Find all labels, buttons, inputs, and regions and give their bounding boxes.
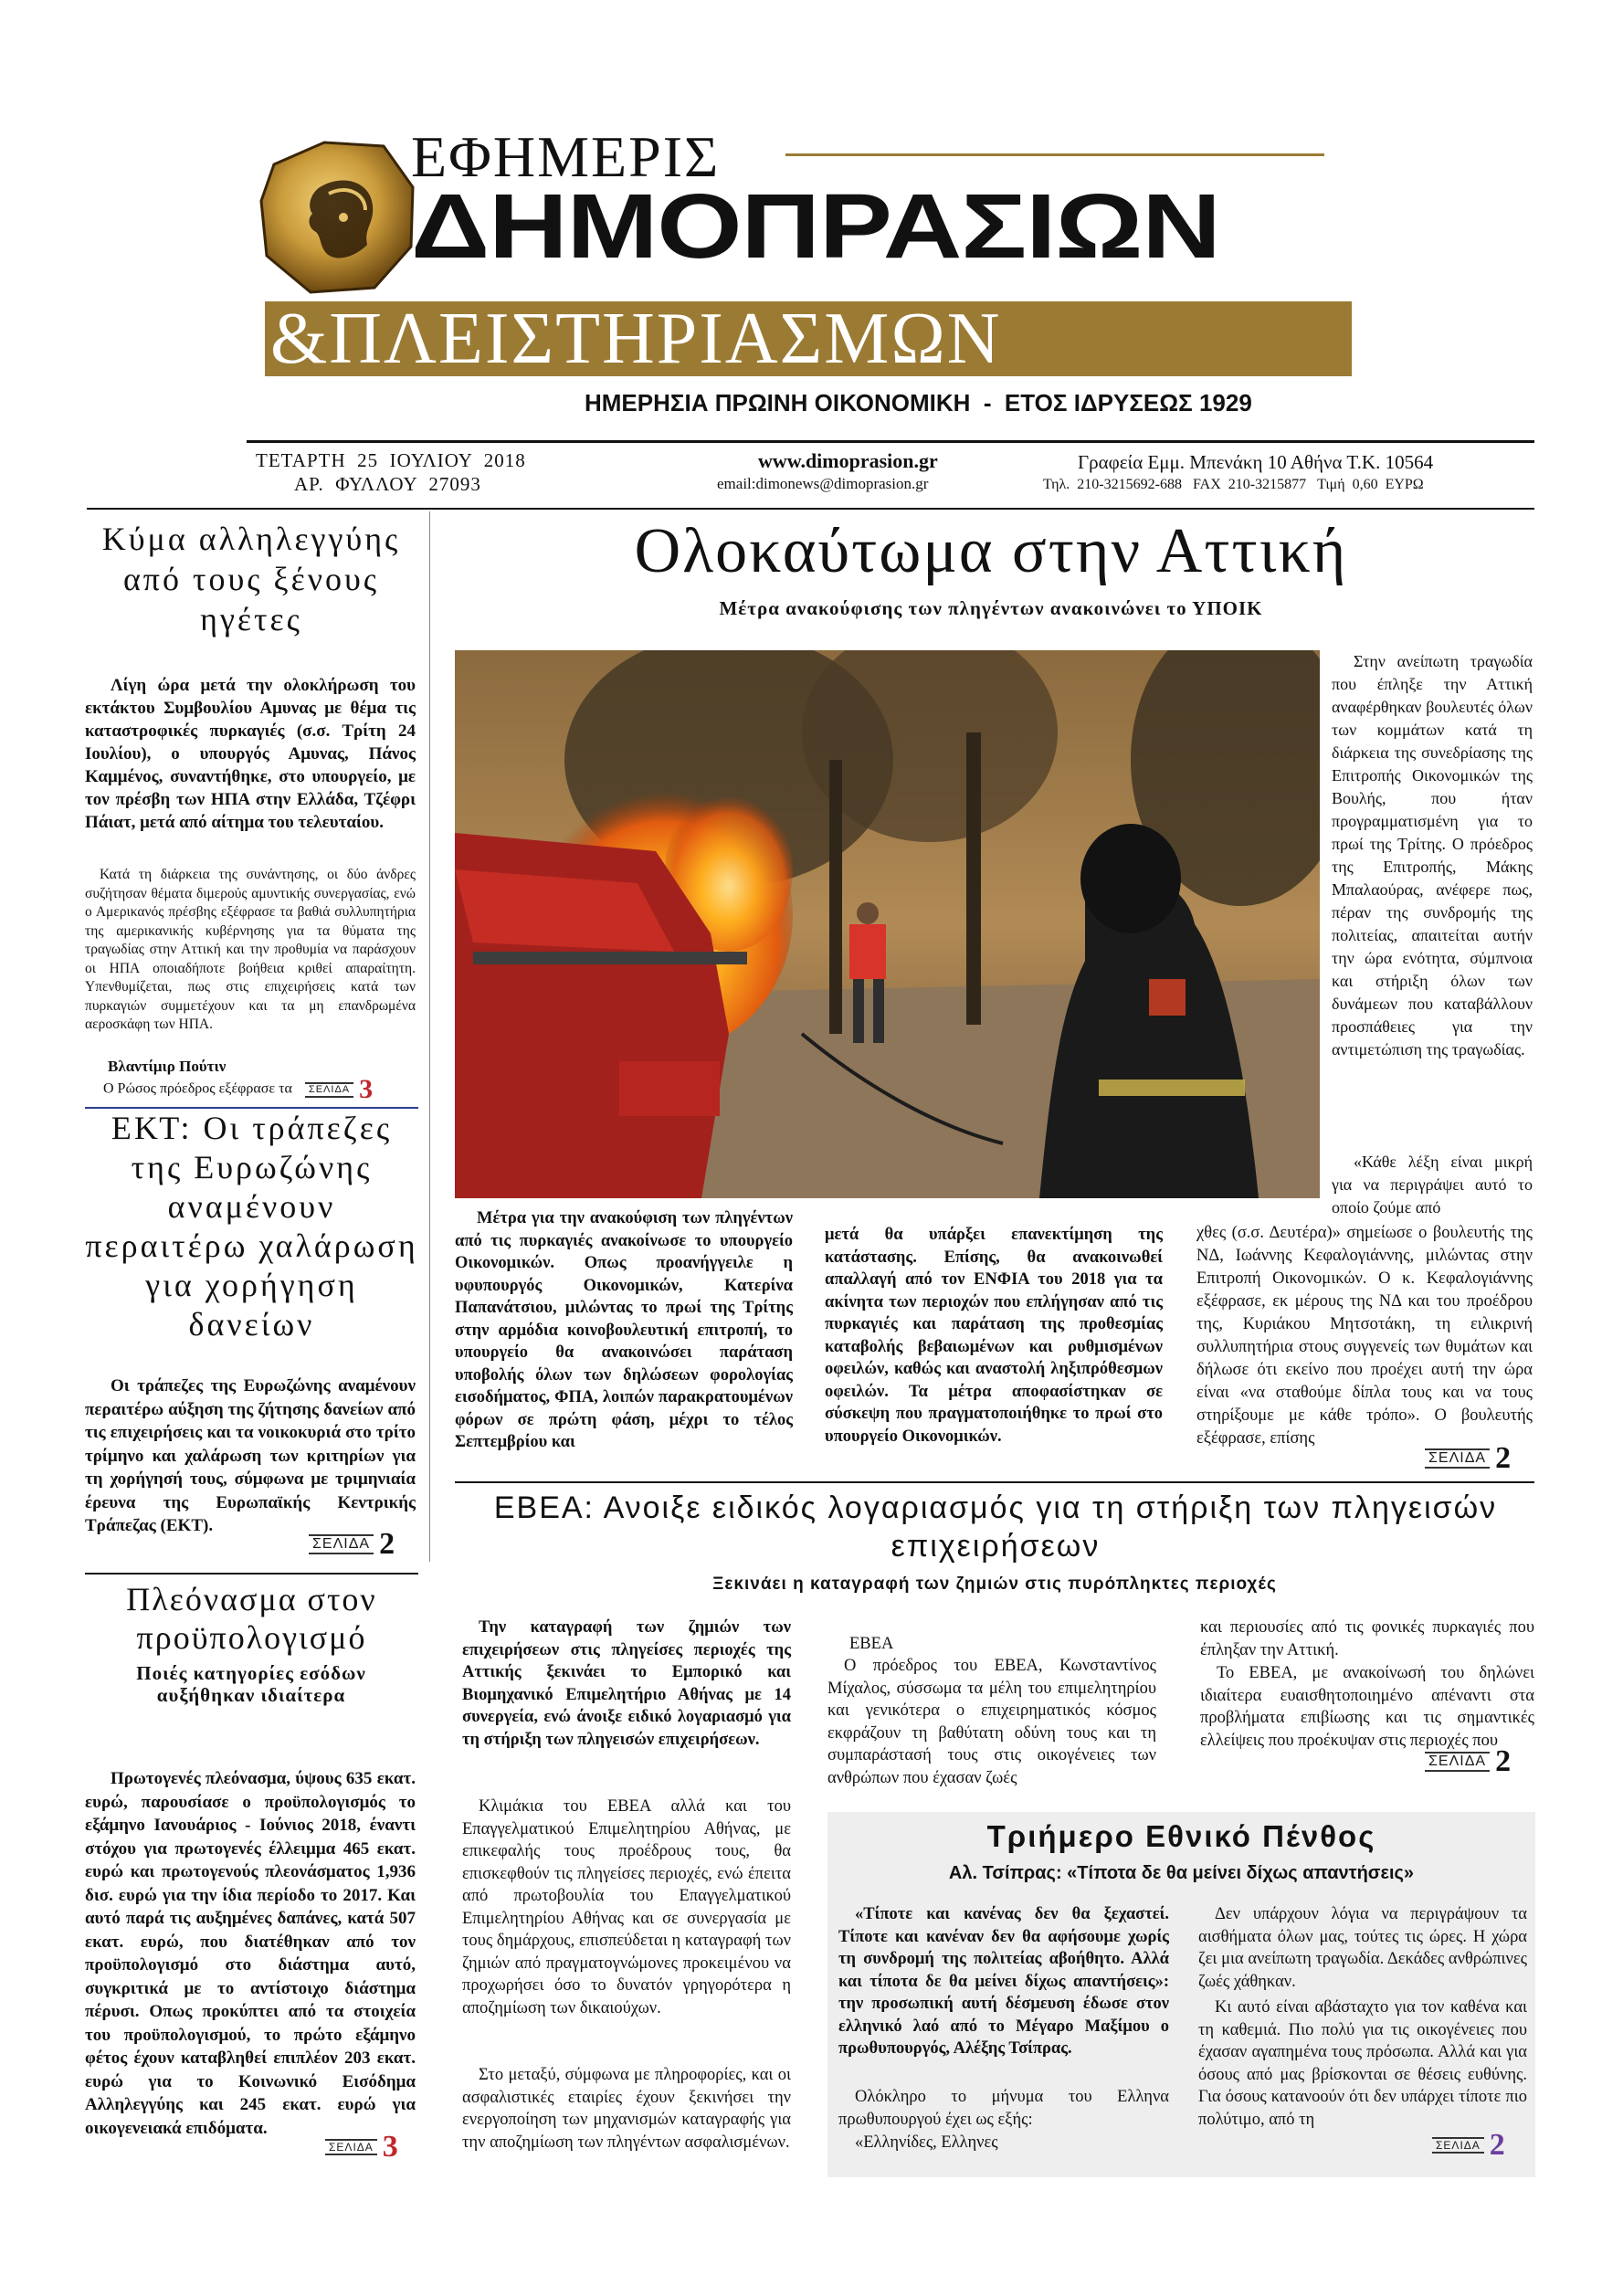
infobar-rule [87,508,1534,510]
email-link[interactable]: email:dimonews@dimoprasion.gr [717,475,929,492]
ekt-page-ref[interactable] [309,1527,395,1562]
mourning-page-number: 2 [1489,2128,1505,2162]
masthead-line2: ΔΗΜΟΠΡΑΣΙΩΝ [411,175,1220,278]
ebea-headline: ΕΒΕΑ: Ανοιξε ειδικός λογαριασμός για τη στήριξη των πληγεισών επιχειρήσεων [493,1490,1498,1564]
ebea-col1-p2: Κλιμάκια του ΕΒΕΑ αλλά και του Επαγγελματικού Επιμελητηρίου Αθήνας, με επικεφαλής τους προέδρους τους, θα επισκεφθούν τις πληγείσες περιοχές, ενώ έπειτα από πρωτοβουλία του Επαγγελματικού Επιμελητηρίου Αθήνας και σε συνεργασία με τους δημάρχους, επισπεύδεται η καταγραφή των ζημιών από πραγματογνώμονες προκειμένου να προχωρήσει όσο το δυνατόν γρηγορότερα η αποζημίωση των δικαιούχων. [462,1797,791,2017]
solidarity-page-ref[interactable] [305,1074,373,1105]
main-page-number: 2 [1495,1441,1512,1475]
ebea-col1-lead: Την καταγραφή των ζημιών των επιχειρήσεων στις πληγείσες περιοχές της Αττικής ξεκινάει το Εμπορικό και Βιομηχανικό Επιμελητήριο Αθήνας με 14 συνεργεία, ενώ άνοιξε ειδικό λογαριασμό για τη στήριξη των πληγεισών επιχειρήσεων. [462,1618,791,1749]
mourning-col1-p3: «Ελληνίδες, Ελληνες [855,2133,998,2152]
mourning-page-ref[interactable] [1432,2128,1505,2163]
column-divider [429,511,430,1562]
masthead-line3: &ΠΛΕΙΣΤΗΡΙΑΣΜΩΝ [270,299,1002,379]
divider [85,1573,418,1575]
mourning-subhead: Αλ. Τσίπρας: «Τίποτα δε θα μείνει δίχως απαντήσεις» [948,1863,1415,1883]
main-side-quote: «Κάθε λέξη είναι μικρή για να περιγράψει αυτό το οποίο ζούμε από [1332,1153,1533,1216]
ebea-col3-p1: και περιουσίες από τις φονικές πυρκαγιές που έπληξαν την Αττική. [1200,1618,1534,1659]
solidarity-tail [103,1074,423,1105]
ebea-subhead: Ξεκινάει η καταγραφή των ζημιών στις πυρόπληκτες περιοχές [712,1575,1277,1594]
masthead-tagline: ΗΜΕΡΗΣΙΑ ΠΡΩΙΝΗ ΟΙΚΟΝΟΜΙΚΗ - ΕΤΟΣ ΙΔΡΥΣΕΩΣ 1929 [585,389,1252,416]
mourning-col2-p2: Κι αυτό είναι αβάσταχτο για τον καθένα και τη καθεμιά. Πιο πολύ για τις οικογένειες που έχασαν αγαπημένα τους πρόσωπα. Αλλά και για όσους από μας βρίσκονται σε θέσεις ευθύνης. Για όσους κατανοούν ότι δεν υπάρχει τίποτε πιο πολύτιμο, από τη [1198,1998,1527,2129]
main-col2: μετά θα υπάρξει επανεκτίμηση της κατάστασης. Επίσης, θα ανακοινωθεί απαλλαγή από τον ΕΝΦΙΑ του 2018 για τα ακίνητα των περιοχών που επλήγησαν από τις πυρκαγιές και παράταση της προθεσμίας καταβολής βεβαιωμένων και ρυθμισμένων οφειλών, καθώς και αναστολή ληξιπρόθεσμων οφειλών. Τα μέτρα αποφασίστηκαν σε σύσκεψη που πραγματοποιήθηκε το πρωί στο υπουργείο Οικονομικών. [825,1226,1163,1446]
issue-number: ΑΡ. ΦΥΛΛΟΥ 27093 [294,473,481,495]
surplus-headline: Πλεόνασμα στον προϋπολογισμό [126,1581,377,1656]
page-seal-icon: ΣΕΛΙΔΑ [325,2139,377,2155]
main-col1: Μέτρα για την ανακούφιση των πληγέντων από τις πυρκαγιές ανακοίνωσε το υπουργείο Οικονομικών. Οπως προανήγγειλε η υφυπουργός Οικονομικών, Κατερίνα Παπανάτσιου, μιλώντας το πρωί της Τρίτης στην αρμόδια κοινοβουλευτική επιτροπή, το υπουργείο θα ανακοινώσει παράταση υποβολής όλων των δηλώσεων φορολογίας εισοδήματος, ΦΠΑ, λοιπών παρακρατουμένων φόρων σε πρώτη φάση, μέχρι το τέλος Σεπτεμβρίου και [455,1209,793,1451]
ekt-headline: ΕΚΤ: Οι τράπεζες της Ευρωζώνης αναμένουν περαιτέρω χαλάρωση για χορήγηση δανείων [85,1110,418,1343]
ekt-body: Οι τράπεζες της Ευρωζώνης αναμένουν περαιτέρω αύξηση της ζήτησης δανείων από τις επιχειρήσεις και τα νοικοκυριά στο τρίτο τρίμηνο και χαλάρωση των κριτηρίων για τη χορήγησή τους, σύμφωνα με τριμηνιαία έρευνα της Ευρωπαϊκής Κεντρικής Τράπεζας (ΕΚΤ). [85,1376,416,1535]
masthead [247,124,1379,434]
solidarity-subhead: Βλαντίμιρ Πούτιν [108,1058,227,1075]
mourning-col1-bold: «Τίποτε και κανένας δεν θα ξεχαστεί. Τίποτε και κανέναν δεν θα αφήσουμε χωρίς τη συνδρομή της πολιτείας αβοήθητο. Αλλά και τίποτα δε θα μείνει δίχως απαντήσεις»: την προσωπική αυτή δέσμευση έδωσε στον ελληνικό λαό από το Μέγαρο Μαξίμου ο πρωθυπουργός, Αλέξης Τσίπρας. [838,1905,1169,2058]
surplus-page-ref[interactable] [325,2130,398,2164]
mourning-col1-p2: Ολόκληρο το μήνυμα του Ελληνα πρωθυπουργού έχει ως εξής: [838,2088,1169,2129]
ebea-col2-p1: ΕΒΕΑ [849,1635,894,1653]
page-seal-icon: ΣΕΛΙΔΑ [1425,1448,1490,1469]
ebea-col1-p3: Στο μεταξύ, σύμφωνα με πληροφορίες, και οι ασφαλιστικές εταιρίες έχουν ξεκινήσει την ενεργοποίηση των μηχανισμών καταγραφής για την αποζημίωση των πληγέντων ασφαλισμένων. [462,2066,791,2152]
mourning-headline: Τριήμερο Εθνικό Πένθος [986,1819,1376,1853]
page-seal-icon: ΣΕΛΙΔΑ [309,1534,374,1554]
surplus-page-number: 3 [382,2130,398,2164]
solidarity-headline: Κύμα αλληλεγγύης από τους ξένους ηγέτες [101,521,401,637]
main-side-text: Στην ανείπωτη τραγωδία που έπληξε την Αττική αναφέρθηκαν βουλευτές όλων των κομμάτων κατά τη διάρκεια της συνεδρίασης της Επιτροπής Οικονομικών της Βουλής, που ήταν προγραμματισμένη για το πρωί της Τρίτης. Ο πρόεδρος της Επιτροπής, Μάκης Μπαλαούρας, ανέφερε πως, πέραν της συνδρομής της πολιτείας, απαιτείται αυτήν την ώρα ενότητα, σύμπνοια και στήριξη όλων των δυνάμεων που καταβάλλουν προσπάθειες για την αντιμετώπιση της τραγωδίας. [1332,652,1533,1058]
solidarity-body: Κατά τη διάρκεια της συνάντησης, οι δύο άνδρες συζήτησαν θέματα διμερούς αμυντικής συνεργασίας, ενώ ο Αμερικανός πρέσβης εξέφρασε τα βαθιά συλλυπητήρια της αμερικανικής κυβέρνησης για τα θύματα της τραγωδίας στην Αττική και την προθυμία να παράσχουν οι ΗΠΑ οποιαδήποτε βοήθεια κριθεί απαραίτητη. Υπενθυμίζεται, πως στις επιχειρήσεις κατά των πυρκαγιών συμμετέχουν και τα μη επανδρωμένα αεροσκάφη των ΗΠΑ. [85,867,416,1032]
website-link[interactable]: www.dimoprasion.gr [758,449,938,472]
office-address: Γραφεία Εμμ. Μπενάκη 10 Αθήνα Τ.Κ. 10564 [1078,451,1434,473]
main-col3: χθες (σ.σ. Δευτέρα)» σημείωσε ο βουλευτής της ΝΔ, Ιωάννης Κεφαλογιάννης, μιλώντας στην Επιτροπή Οικονομικών. Ο κ. Κεφαλογιάννης εξέφρασε, εκ μέρους της ΝΔ και του προέδρου της, Κυριάκου Μητσοτάκη, τη ειλικρινή συλλυπητήρια στους συγγενείς των θυμάτων και δήλωσε ότι εκείνο που προέχει αυτή την ώρα είναι «να σταθούμε δίπλα τους και να τους στηρίξουμε με κάθε τρόπο». Ο βουλευτής εξέφρασε, επίσης [1196,1224,1533,1448]
fire-photo [455,650,1320,1198]
date: ΤΕΤΑΡΤΗ 25 ΙΟΥΛΙΟΥ 2018 [256,449,526,471]
masthead-line1: ΕΦΗΜΕΡΙΣ [411,124,721,189]
page-seal-icon: ΣΕΛΙΔΑ [305,1082,353,1098]
ebea-col3-p2: Το ΕΒΕΑ, με ανακοίνωσή του δηλώνει ιδιαίτερα ευαισθητοποιημένο απέναντι στα προβλήματα επιβίωσης και τις σημαντικές ελλείψεις που προέκυψαν στις περιοχές που [1200,1664,1534,1750]
contact-numbers: Τηλ. 210-3215692-688 FAX 210-3215877 Τιμή 0,60 ΕΥΡΩ [1043,477,1424,492]
masthead-gold-rule [785,153,1324,156]
surplus-subhead: Ποιές κατηγορίες εσόδων αυξήθηκαν ιδιαίτερα [136,1662,366,1706]
masthead-rule [247,440,1534,443]
page-seal-icon: ΣΕΛΙΔΑ [1432,2137,1484,2154]
ebea-page-number: 2 [1495,1744,1512,1778]
section-divider [455,1481,1534,1483]
mourning-col2-p1: Δεν υπάρχουν λόγια να περιγράψουν τα αισθήματα όλων μας, τούτες τις ώρες. Η χώρα ζει μια ανείπωτη τραγωδία. Δεκάδες ανθρώπινες ζωές χάθηκαν. [1198,1905,1527,1991]
coin-logo [256,137,420,297]
main-page-ref[interactable] [1425,1441,1511,1476]
main-subhead: Μέτρα ανακούφισης των πληγέντων ανακοινώνει το ΥΠΟΙΚ [719,597,1263,619]
solidarity-page-number: 3 [359,1074,374,1104]
page-seal-icon: ΣΕΛΙΔΑ [1425,1752,1490,1772]
main-headline: Ολοκαύτωμα στην Αττική [634,516,1348,586]
solidarity-lead: Λίγη ώρα μετά την ολοκλήρωση του εκτάκτου Συμβουλίου Αμυνας με θέμα τις καταστροφικές πυρκαγιές (σ.σ. Τρίτη 24 Ιουλίου), ο υπουργός Αμυνας, Πάνος Καμμένος, συναντήθηκε, στο υπουργείο, με τον πρέσβη των ΗΠΑ στην Ελλάδα, Τζέφρι Πάιατ, μετά από αίτημα του τελευταίου. [85,676,416,832]
solidarity-tail-text: Ο Ρώσος πρόεδρος εξέφρασε τα [103,1080,292,1097]
ekt-page-number: 2 [379,1527,395,1561]
ebea-col2-p2: Ο πρόεδρος του ΕΒΕΑ, Κωνσταντίνος Μίχαλος, σύσσωμα τα μέλη του επιμελητηρίου και γενικότερα ο επιχειρηματικός κόσμος εκφράζουν τη βαθύτατη οδύνη τους και τη συμπαράστασή τους στις οικογένειες των ανθρώπων που έχασαν ζωές [827,1657,1156,1787]
ebea-page-ref[interactable] [1425,1744,1511,1779]
surplus-body: Πρωτογενές πλεόνασμα, ύψους 635 εκατ. ευρώ, παρουσίασε ο προϋπολογισμός το εξάμηνο Ιανουάριος - Ιούνιος 2018, έναντι στόχου για πρωτογενές έλλειμμα 465 εκατ. ευρώ και πρωτογενούς πλεονάσματος 1,936 δισ. ευρώ για την ίδια περίοδο το 2017. Και αυτό παρά τις αυξημένες δαπάνες, κατά 507 εκατ. ευρώ, που διατέθηκαν από τον προϋπολογισμό στο διάστημα αυτό, συγκριτικά με το αντίστοιχο διάστημα πέρυσι. Οπως προκύπτει από τα στοιχεία του προϋπολογισμού, το πρώτο εξάμηνο φέτος έχουν καταβληθεί επιπλέον 203 εκατ. ευρώ για το Κοινωνικό Εισόδημα Αλληλεγγύης και 245 εκατ. ευρώ για οικογενειακά επιδόματα. [85,1769,416,2138]
